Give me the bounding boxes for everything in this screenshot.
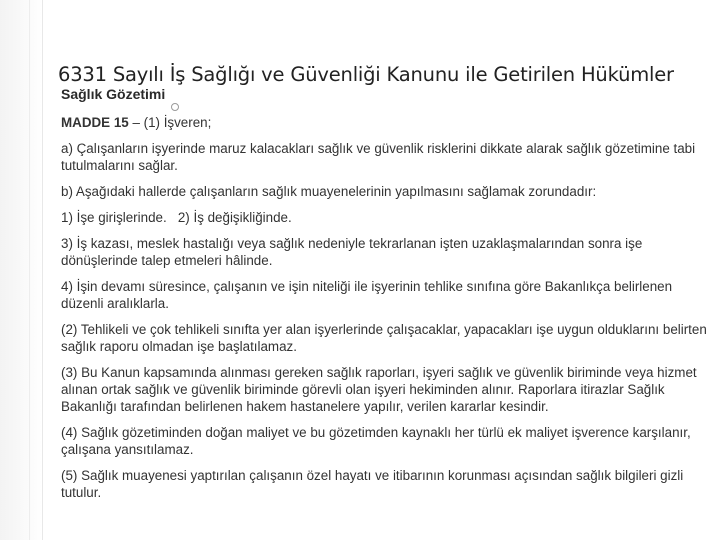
madde-text: – (1) İşveren;	[128, 115, 212, 130]
madde-label: MADDE 15	[61, 115, 129, 130]
paragraph-3: 3) İş kazası, meslek hastalığı veya sağlık nedeniyle tekrarlanan işten uzaklaşmalarından sonra işe dönüşlerinde talep etmeleri hâlinde.	[61, 236, 643, 268]
paragraph-1-2: 1) İşe girişlerinde. 2) İş değişikliğinde.	[61, 210, 292, 225]
madde-line	[61, 114, 711, 131]
paragraph-section-3: (3) Bu Kanun kapsamında alınması gereken sağlık raporları, işyeri sağlık ve güvenlik biriminde veya hizmet alınan ortak sağlık ve güvenlik biriminde görevli olan işyeri hekiminden alınır. Raporlara itirazlar Sağlık Bakanlığı tarafından belirlenen hakem hastanelere yapılır, verilen kararlar kesindir.	[61, 365, 697, 414]
slide-title: 6331 Sayılı İş Sağlığı ve Güvenliği Kanunu ile Getirilen Hükümler	[58, 63, 674, 86]
paragraph-4: 4) İşin devamı süresince, çalışanın ve işin niteliği ile işyerinin tehlike sınıfına göre Bakanlıkça belirlenen düzenli aralıklarla.	[61, 279, 673, 311]
paragraph-b: b) Aşağıdaki hallerde çalışanların sağlık muayenelerinin yapılmasını sağlamak zorundadır:	[61, 184, 597, 199]
section-heading: Sağlık Gözetimi	[61, 86, 166, 102]
slide-margin-line	[29, 0, 30, 540]
slide-body	[61, 86, 711, 510]
paragraph-section-2: (2) Tehlikeli ve çok tehlikeli sınıfta yer alan işyerlerinde çalışacaklar, yapacakları işe uygun olduklarını belirten sağlık raporu olmadan işe başlatılamaz.	[61, 322, 707, 354]
paragraph-section-4: (4) Sağlık gözetiminden doğan maliyet ve bu gözetimden kaynaklı her türlü ek maliyet işverence karşılanır, çalışana yansıtılamaz.	[61, 425, 691, 457]
slide-left-margin	[0, 0, 43, 540]
paragraph-a: a) Çalışanların işyerinde maruz kalacakları sağlık ve güvenlik risklerini dikkate alarak sağlık gözetimine tabi tutulmalarını sağlar.	[61, 141, 696, 173]
paragraph-section-5: (5) Sağlık muayenesi yaptırılan çalışanın özel hayatı ve itibarının korunması açısından sağlık bilgileri gizli tutulur.	[61, 468, 684, 500]
